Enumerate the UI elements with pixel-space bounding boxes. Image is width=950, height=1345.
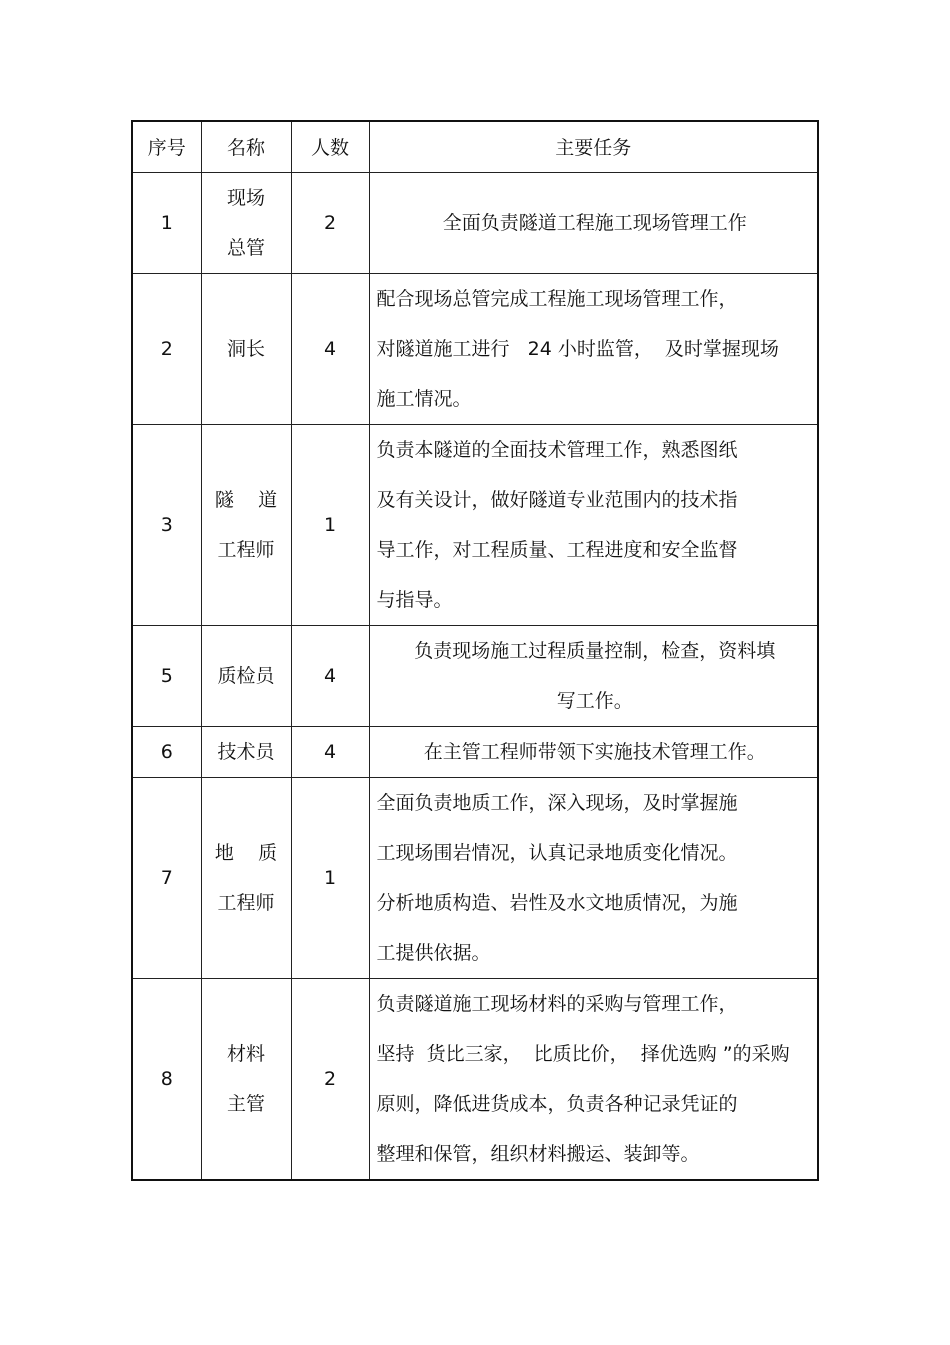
header-count: 人数 — [291, 121, 369, 172]
task-line: 负责本隧道的全面技术管理工作，熟悉图纸 — [376, 438, 738, 461]
table-row — [132, 625, 818, 726]
cell-main-task — [369, 273, 818, 424]
cell-count: 4 — [291, 726, 369, 777]
task-line: 坚持 货比三家， 比质比价， 择优选购 ”的采购 — [376, 1042, 790, 1065]
cell-name — [201, 424, 291, 625]
cell-count: 1 — [291, 424, 369, 625]
cell-serial-number: 6 — [132, 726, 201, 777]
cell-serial-number: 2 — [132, 273, 201, 424]
table-row — [132, 978, 818, 1180]
cell-count: 4 — [291, 625, 369, 726]
cell-serial-number: 7 — [132, 777, 201, 978]
table-row — [132, 273, 818, 424]
task-line: 及有关设计，做好隧道专业范围内的技术指 — [376, 488, 738, 511]
task-line: 原则，降低进货成本，负责各种记录凭证的 — [376, 1092, 738, 1115]
header-serial-number: 序号 — [132, 121, 201, 172]
cell-serial-number: 5 — [132, 625, 201, 726]
cell-main-task — [369, 777, 818, 978]
task-line: 整理和保管，组织材料搬运、装卸等。 — [376, 1142, 700, 1165]
task-line: 负责隧道施工现场材料的采购与管理工作， — [376, 992, 738, 1015]
task-line: 写工作。 — [556, 689, 633, 712]
cell-main-task — [369, 625, 818, 726]
table-row — [132, 424, 818, 625]
cell-main-task — [369, 726, 818, 777]
name-line: 总管 — [226, 236, 265, 259]
table-header-row — [132, 121, 818, 172]
task-line: 全面负责地质工作，深入现场，及时掌握施 — [376, 791, 738, 814]
name-line: 地 质 — [214, 841, 278, 864]
name-line: 隧 道 — [214, 488, 278, 511]
cell-main-task — [369, 978, 818, 1180]
task-line: 在主管工程师带领下实施技术管理工作。 — [423, 740, 766, 763]
cell-name — [201, 777, 291, 978]
task-line: 负责现场施工过程质量控制，检查，资料填 — [414, 639, 776, 662]
cell-count: 4 — [291, 273, 369, 424]
cell-serial-number: 3 — [132, 424, 201, 625]
task-line: 全面负责隧道工程施工现场管理工作 — [442, 211, 747, 234]
table-body — [132, 172, 818, 1180]
name-line: 工程师 — [217, 891, 275, 914]
task-line: 配合现场总管完成工程施工现场管理工作， — [376, 287, 738, 310]
task-line: 导工作，对工程质量、工程进度和安全监督 — [376, 538, 738, 561]
cell-name — [201, 625, 291, 726]
cell-name — [201, 172, 291, 273]
name-line: 现场 — [226, 186, 265, 209]
header-name: 名称 — [201, 121, 291, 172]
cell-serial-number: 1 — [132, 172, 201, 273]
table-row — [132, 172, 818, 273]
cell-count: 1 — [291, 777, 369, 978]
header-main-tasks: 主要任务 — [369, 121, 818, 172]
cell-name — [201, 726, 291, 777]
task-line: 工现场围岩情况，认真记录地质变化情况。 — [376, 841, 738, 864]
task-line: 施工情况。 — [376, 387, 472, 410]
task-line: 与指导。 — [376, 588, 453, 611]
cell-count: 2 — [291, 172, 369, 273]
cell-name — [201, 273, 291, 424]
cell-main-task — [369, 172, 818, 273]
name-line: 质检员 — [217, 664, 275, 687]
task-line: 对隧道施工进行 24 小时监管， 及时掌握现场 — [376, 337, 779, 360]
name-line: 主管 — [226, 1092, 265, 1115]
name-line: 技术员 — [217, 740, 275, 763]
name-line: 工程师 — [217, 538, 275, 561]
cell-main-task — [369, 424, 818, 625]
name-line: 洞长 — [226, 337, 265, 360]
staff-duties-table — [131, 120, 819, 1181]
cell-count: 2 — [291, 978, 369, 1180]
task-line: 分析地质构造、岩性及水文地质情况，为施 — [376, 891, 738, 914]
name-line: 材料 — [226, 1042, 265, 1065]
table-row — [132, 777, 818, 978]
table-row — [132, 726, 818, 777]
task-line: 工提供依据。 — [376, 941, 491, 964]
cell-serial-number: 8 — [132, 978, 201, 1180]
cell-name — [201, 978, 291, 1180]
